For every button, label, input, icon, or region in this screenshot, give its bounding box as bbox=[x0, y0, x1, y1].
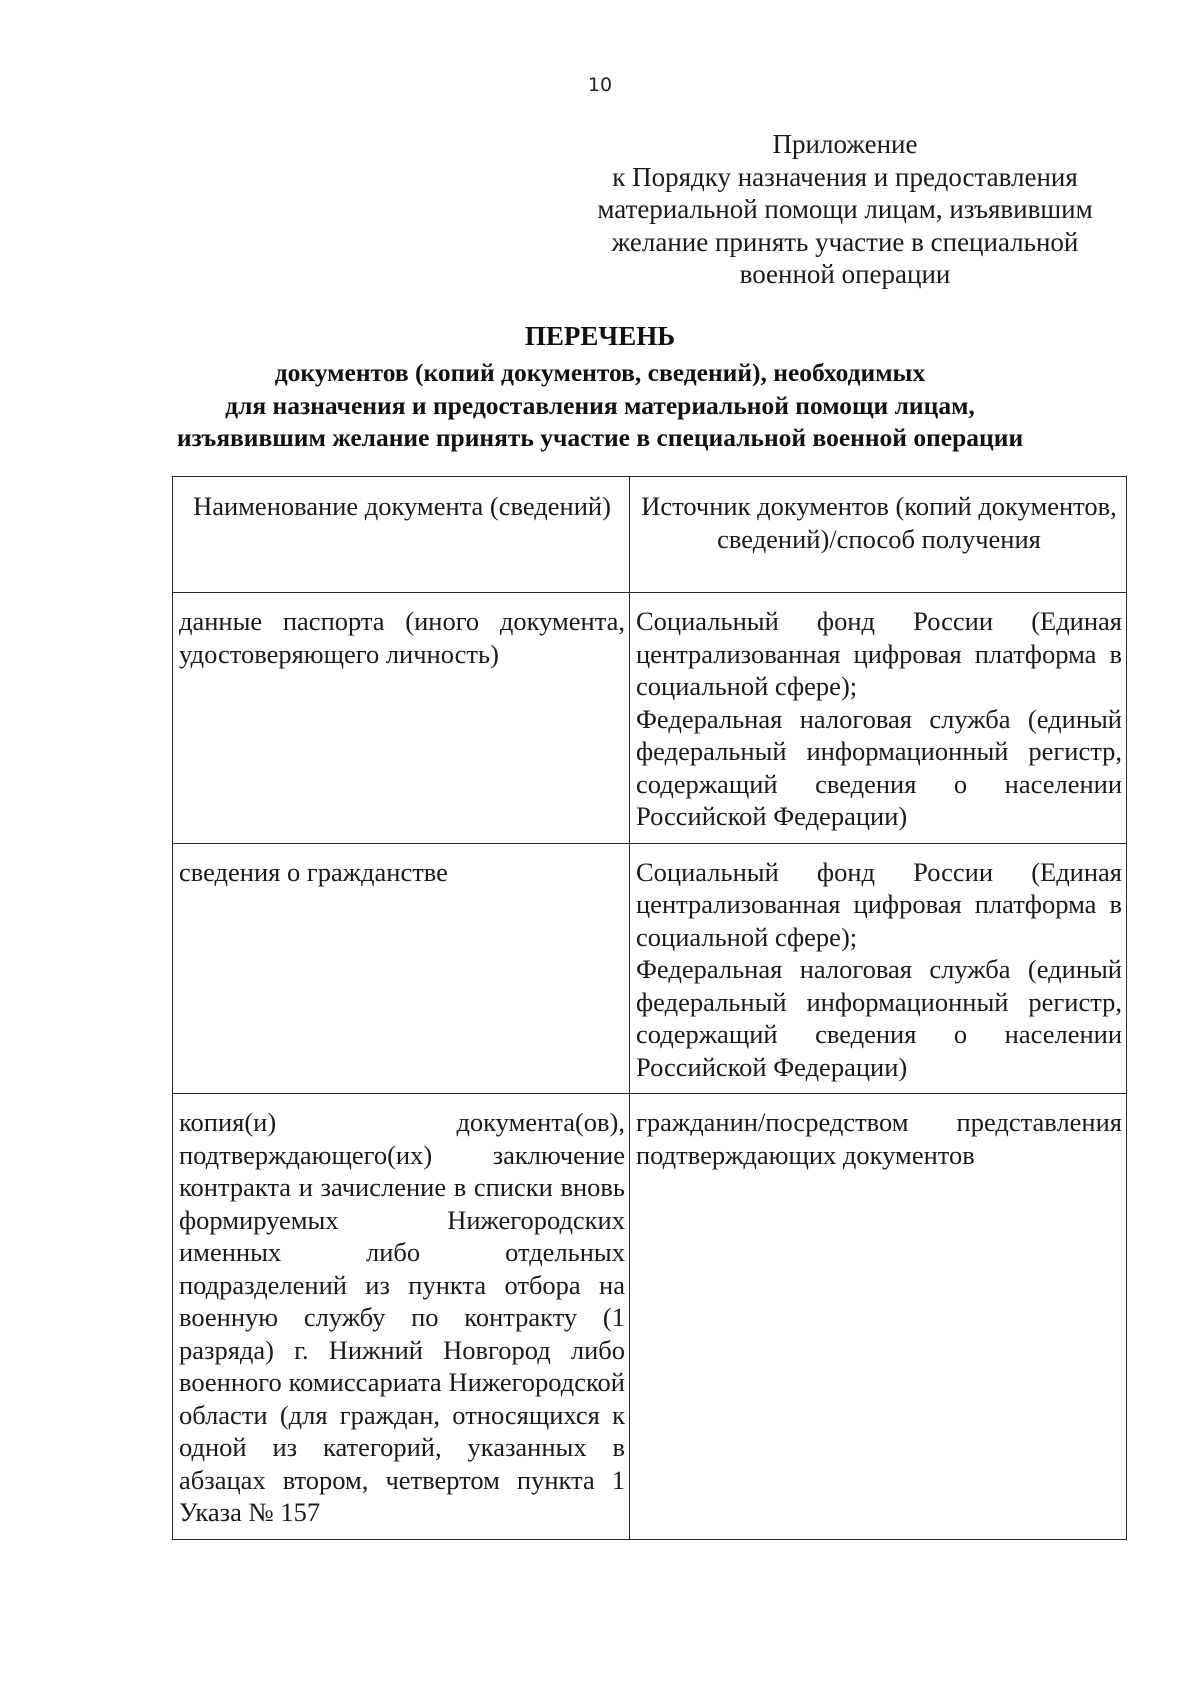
appendix-note bbox=[560, 128, 1130, 291]
document-subtitle bbox=[0, 357, 1200, 455]
document-title: ПЕРЕЧЕНЬ bbox=[524, 321, 676, 351]
source-paragraph: Социальный фонд России (Единая централизованная цифровая платформа в социальной сфере); bbox=[636, 856, 1122, 952]
cell-document-source bbox=[630, 593, 1127, 844]
appendix-line: Приложение bbox=[772, 129, 918, 159]
subtitle-line: изъявившим желание принять участие в специальной военной операции bbox=[176, 423, 1024, 452]
table-row bbox=[173, 843, 1127, 1094]
subtitle-line: для назначения и предоставления материальной помощи лицам, bbox=[225, 390, 975, 420]
table-row bbox=[173, 593, 1127, 844]
appendix-line: к Порядку назначения и предоставления bbox=[612, 161, 1078, 192]
cell-document-name: данные паспорта (иного документа, удостоверяющего личность) bbox=[173, 593, 630, 844]
cell-document-source bbox=[630, 843, 1127, 1094]
cell-document-name: сведения о гражданстве bbox=[173, 843, 630, 1094]
source-paragraph: Федеральная налоговая служба (единый федеральный информационный регистр, содержащий сведения о населении Российской Федерации) bbox=[636, 954, 1122, 1082]
documents-table bbox=[172, 476, 1127, 1540]
appendix-line: военной операции bbox=[739, 259, 951, 289]
cell-document-source bbox=[630, 1094, 1127, 1540]
subtitle-line: документов (копий документов, сведений), необходимых bbox=[274, 358, 926, 387]
source-paragraph: гражданин/посредством представления подтверждающих документов bbox=[636, 1107, 1122, 1170]
page-number: 10 bbox=[587, 74, 613, 96]
header-document-name: Наименование документа (сведений) bbox=[173, 477, 630, 593]
source-paragraph: Федеральная налоговая служба (единый федеральный информационный регистр, содержащий сведения о населении Российской Федерации) bbox=[636, 703, 1122, 831]
cell-document-name: копия(и) документа(ов), подтверждающего(их) заключение контракта и зачисление в списки вновь формируемых Нижегородских именных либо отдельных подразделений из пункта отбора на военную службу по контракту (1 разряда) г. Нижний Новгород либо военного комиссариата Нижегородской области (для граждан, относящихся к одной из категорий, указанных в абзацах втором, четвертом пункта 1 Указа № 157 bbox=[173, 1094, 630, 1540]
appendix-line: желание принять участие в специальной bbox=[611, 226, 1079, 257]
header-document-source: Источник документов (копий документов, сведений)/способ получения bbox=[630, 477, 1127, 593]
appendix-line: материальной помощи лицам, изъявившим bbox=[597, 194, 1093, 224]
source-paragraph: Социальный фонд России (Единая централизованная цифровая платформа в социальной сфере); bbox=[636, 606, 1122, 701]
table-header-row bbox=[173, 477, 1127, 593]
table-row bbox=[173, 1094, 1127, 1540]
